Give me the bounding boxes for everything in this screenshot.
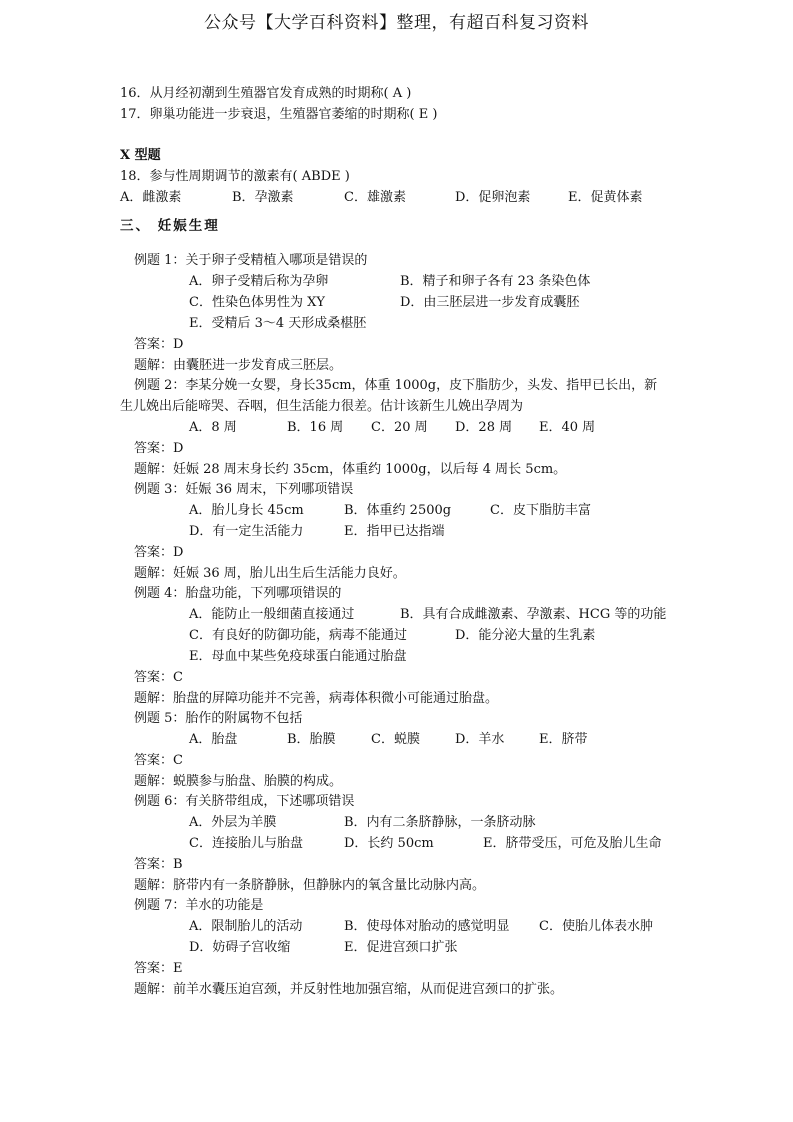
example-2-option-b: B．16 周: [287, 420, 344, 435]
example-7-option-c: C．使胎儿体表水肿: [539, 919, 653, 934]
example-3-option-b: B．体重约 2500g: [344, 503, 452, 518]
example-5-option-c: C．蜕膜: [371, 732, 420, 747]
example-4-option-b: B．具有合成雌激素、孕激素、HCG 等的功能: [400, 607, 667, 622]
example-6-answer: 答案：B: [134, 857, 183, 872]
example-5-option-b: B．胎膜: [287, 732, 336, 747]
example-1-question: 例题 1：关于卵子受精植入哪项是错误的: [134, 253, 368, 268]
example-7-question: 例题 7：羊水的功能是: [134, 898, 264, 913]
section-heading: 三、 妊娠生理: [120, 218, 220, 234]
example-3-question: 例题 3：妊娠 36 周末，下列哪项错误: [134, 482, 354, 497]
example-5-option-a: A．胎盘: [189, 732, 238, 747]
q18-option-a: A．雌激素: [120, 190, 182, 205]
example-2-question: 例题 2：李某分娩一女婴，身长35cm，体重 1000g，皮下脂肪少，头发、指甲已长出，新: [134, 378, 658, 393]
example-7-option-a: A．限制胎儿的活动: [189, 919, 303, 934]
example-1-option-c: C．性染色体男性为 XY: [189, 295, 325, 310]
example-1-option-d: D．由三胚层进一步发育成囊胚: [400, 295, 580, 310]
example-2-option-d: D．28 周: [455, 420, 513, 435]
example-6-option-d: D．长约 50cm: [344, 836, 434, 851]
example-2-answer: 答案：D: [134, 441, 184, 456]
example-4-option-e: E．母血中某些免疫球蛋白能通过胎盘: [189, 649, 407, 664]
example-5-option-d: D．羊水: [455, 732, 505, 747]
question-16: 16．从月经初潮到生殖器官发育成熟的时期称( A ): [120, 86, 412, 101]
example-1-option-a: A．卵子受精后称为孕卵: [189, 274, 329, 289]
example-7-answer: 答案：E: [134, 961, 183, 976]
example-5-explanation: 题解：蜕膜参与胎盘、胎膜的构成。: [134, 774, 343, 789]
example-6-option-a: A．外层为羊膜: [189, 815, 277, 830]
example-3-option-e: E．指甲已达指端: [344, 524, 445, 539]
example-4-option-d: D．能分泌大量的生乳素: [455, 628, 596, 643]
example-5-option-e: E．脐带: [539, 732, 588, 747]
example-3-answer: 答案：D: [134, 545, 184, 560]
example-1-option-e: E．受精后 3～4 天形成桑椹胚: [189, 316, 367, 331]
example-6-question: 例题 6：有关脐带组成，下述哪项错误: [134, 794, 355, 809]
example-7-option-e: E．促进宫颈口扩张: [344, 940, 458, 955]
example-3-explanation: 题解：妊娠 36 周，胎儿出生后生活能力良好。: [134, 566, 406, 581]
question-17: 17．卵巢功能进一步衰退，生殖器官萎缩的时期称( E ): [120, 107, 438, 122]
q18-option-e: E．促黄体素: [568, 190, 643, 205]
example-2-explanation: 题解：妊娠 28 周末身长约 35cm，体重约 1000g，以后每 4 周长 5cm。: [134, 462, 567, 477]
question-18: 18．参与性周期调节的激素有( ABDE ): [120, 169, 350, 184]
example-6-option-b: B．内有二条脐静脉，一条脐动脉: [344, 815, 536, 830]
example-2-option-e: E．40 周: [539, 420, 596, 435]
example-6-option-e: E．脐带受压，可危及胎儿生命: [483, 836, 662, 851]
example-2-option-c: C．20 周: [371, 420, 428, 435]
example-4-option-a: A．能防止一般细菌直接通过: [189, 607, 355, 622]
example-4-explanation: 题解：胎盘的屏障功能并不完善，病毒体积微小可能通过胎盘。: [134, 691, 499, 706]
q18-option-c: C．雄激素: [344, 190, 406, 205]
q18-option-b: B．孕激素: [232, 190, 294, 205]
example-4-option-c: C．有良好的防御功能，病毒不能通过: [189, 628, 407, 643]
example-2-question-cont: 生儿娩出后能啼哭、吞咽，但生活能力很差。估计该新生儿娩出孕周为: [120, 399, 524, 414]
example-6-explanation: 题解：脐带内有一条脐静脉，但静脉内的氧含量比动脉内高。: [134, 878, 486, 893]
example-4-answer: 答案：C: [134, 670, 183, 685]
page-header: 公众号【大学百科资料】整理，有超百科复习资料: [204, 13, 589, 33]
example-7-option-b: B．使母体对胎动的感觉明显: [344, 919, 510, 934]
example-1-answer: 答案：D: [134, 337, 184, 352]
example-3-option-d: D．有一定生活能力: [189, 524, 304, 539]
example-2-option-a: A．8 周: [189, 420, 237, 435]
x-type-heading: X 型题: [120, 148, 161, 163]
example-7-explanation: 题解：前羊水囊压迫宫颈，并反射性地加强宫缩，从而促进宫颈口的扩张。: [134, 982, 564, 997]
example-5-question: 例题 5：胎作的附属物不包括: [134, 711, 303, 726]
example-3-option-c: C．皮下脂肪丰富: [490, 503, 591, 518]
example-1-explanation: 题解：由囊胚进一步发育成三胚层。: [134, 358, 343, 373]
example-5-answer: 答案：C: [134, 753, 183, 768]
example-3-option-a: A．胎儿身长 45cm: [189, 503, 304, 518]
example-7-option-d: D．妨碍子宫收缩: [189, 940, 291, 955]
q18-option-d: D．促卵泡素: [455, 190, 531, 205]
example-6-option-c: C．连接胎儿与胎盘: [189, 836, 303, 851]
example-4-question: 例题 4：胎盘功能，下列哪项错误的: [134, 586, 342, 601]
example-1-option-b: B．精子和卵子各有 23 条染色体: [400, 274, 591, 289]
